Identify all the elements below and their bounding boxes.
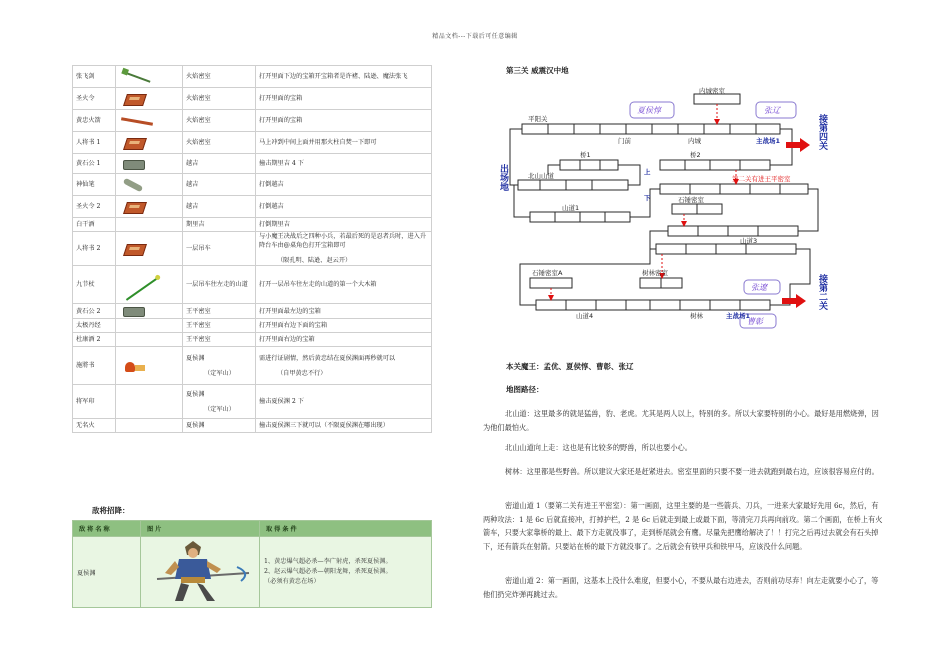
fire-icon bbox=[119, 359, 153, 373]
description-text: 打开里面下边的宝箱开宝箱者是许褚、陆逊、魔法张飞 bbox=[259, 73, 408, 80]
item-image bbox=[116, 132, 183, 154]
label-up: 上 bbox=[644, 168, 651, 176]
item-image bbox=[116, 266, 183, 304]
table-row bbox=[73, 333, 432, 347]
item-image bbox=[116, 88, 183, 110]
location-text: 越吉 bbox=[186, 203, 199, 210]
location-text: 夏侯渊 bbox=[186, 422, 205, 429]
condition-line: （必须有黄忠在场） bbox=[264, 578, 320, 585]
item-name: 圣火令 2 bbox=[73, 196, 116, 218]
location-text: 王平密室 bbox=[186, 336, 211, 343]
description-text: 打倒期里吉 bbox=[259, 221, 290, 228]
item-location bbox=[183, 304, 256, 319]
table-row bbox=[73, 88, 432, 110]
label-beishan: 北山山道 bbox=[528, 172, 554, 180]
item-image bbox=[116, 110, 183, 132]
description-text: 马上冲到中间上面并用那火柱自焚一下即可 bbox=[259, 139, 377, 146]
label-shanshi: 石锤密室 bbox=[678, 196, 704, 204]
location-text: 一层吊车 bbox=[186, 245, 211, 252]
label-shichui-a: 石锤密室A bbox=[532, 269, 563, 277]
item-name: 杜康酒 2 bbox=[73, 333, 116, 347]
bubble-zhangyi: 张遼 bbox=[751, 283, 767, 292]
scroll-icon bbox=[119, 92, 153, 106]
table-row bbox=[73, 266, 432, 304]
item-image bbox=[116, 154, 183, 174]
item-location bbox=[183, 154, 256, 174]
item-name: 人将书 2 bbox=[73, 232, 116, 266]
label-bridge2: 桥2 bbox=[690, 151, 701, 159]
item-name: 黄石公 1 bbox=[73, 154, 116, 174]
item-name: 太极丹经 bbox=[73, 319, 116, 333]
item-location bbox=[183, 218, 256, 232]
book-icon bbox=[119, 136, 153, 150]
item-image bbox=[116, 319, 183, 333]
route-paragraph: 北山山道向上走：这也是有比较多的野兽，所以也要小心。 bbox=[505, 443, 692, 452]
item-image bbox=[116, 333, 183, 347]
table-row bbox=[73, 537, 432, 608]
label-second-room: 第二关有进王平密室 bbox=[732, 175, 791, 183]
item-image bbox=[116, 232, 183, 266]
item-image bbox=[116, 419, 183, 433]
label-main-room-1: 主战场1 bbox=[756, 137, 781, 145]
item-location bbox=[183, 232, 256, 266]
condition-line: 1、黄忠爆气超必杀—李广射虎，杀死夏侯渊。 bbox=[264, 558, 392, 565]
item-image bbox=[116, 347, 183, 385]
item-name: 张飞剑 bbox=[73, 66, 116, 88]
description-note: （限孔明、陆逊、赵云开） bbox=[277, 257, 352, 264]
route-paragraph: 树林：这里都是些野兽。所以建议大家还是赶紧进去。密室里面的只要不要一进去就跑到最右边，应该很容易应付的。 bbox=[505, 467, 879, 476]
table-row bbox=[73, 154, 432, 174]
item-image bbox=[116, 66, 183, 88]
item-description bbox=[256, 66, 432, 88]
item-description bbox=[256, 218, 432, 232]
location-text: 期里吉 bbox=[186, 221, 205, 228]
items-table bbox=[72, 65, 432, 433]
item-name: 九节杖 bbox=[73, 266, 116, 304]
route-paragraph: 密道山道 1（要第二关有进王平密室）：第一画面，这里主要的是一些箭兵、刀兵，一进来大家最好先用 6c，然后，有两种攻法：1 是 6c 后就直接冲，打掉护栏，2 是 6c 后就走到最上或最下面，等清完刀兵再向前攻。第二个画面，在桥上有火箭车，只要大家靠桥的最上、最下方走就没事了，走到桥尾就会有鹰。尽量先把鹰给解决了！！打完之后再过去就会有石头掉下，还有箭兵在射箭。只要站在桥的最下方就没事了。之后就会有铁甲兵和铁甲马，应该没什么问题。 bbox=[483, 501, 883, 551]
fire-arrow-icon bbox=[119, 114, 153, 128]
table-row bbox=[73, 66, 432, 88]
table-row bbox=[73, 218, 432, 232]
location-text: 火焰密室 bbox=[186, 95, 211, 102]
item-name: 人将书 1 bbox=[73, 132, 116, 154]
description-note: （自甲黄忠不行） bbox=[277, 369, 327, 377]
label-neicheng: 内城 bbox=[688, 137, 701, 145]
location-note: （定军山） bbox=[204, 369, 235, 377]
item-description bbox=[256, 333, 432, 347]
location-text: 火焰密室 bbox=[186, 139, 211, 146]
location-text: 火焰密室 bbox=[186, 73, 211, 80]
label-mountain3: 山道3 bbox=[740, 237, 758, 245]
item-location bbox=[183, 174, 256, 196]
label-next-stage-2: 接第二关 bbox=[817, 274, 827, 310]
location-text: 夏侯渊 bbox=[186, 390, 205, 398]
enemy-header-condition: 取得条件 bbox=[260, 521, 432, 537]
item-location bbox=[183, 347, 256, 385]
boss-list: 本关魔王：孟优、夏侯惇、曹彰、张辽 bbox=[506, 362, 634, 371]
item-location bbox=[183, 66, 256, 88]
warrior-sprite-icon bbox=[145, 539, 255, 605]
item-description bbox=[256, 347, 432, 385]
table-row bbox=[73, 232, 432, 266]
stage-map-diagram bbox=[500, 84, 830, 334]
item-name: 将军印 bbox=[73, 385, 116, 419]
brush-icon bbox=[119, 178, 153, 192]
description-text: 撞击期里吉 4 下 bbox=[259, 160, 304, 167]
item-description bbox=[256, 174, 432, 196]
label-shulin-room: 树林密室 bbox=[642, 269, 668, 277]
item-name: 施將书 bbox=[73, 347, 116, 385]
item-name: 黄忠火箭 bbox=[73, 110, 116, 132]
item-description bbox=[256, 266, 432, 304]
location-text: 火焰密室 bbox=[186, 117, 211, 124]
route-title: 地图路径： bbox=[506, 385, 544, 394]
description-text: 打倒越吉 bbox=[259, 203, 284, 210]
description-text: 打开里面最左边的宝箱 bbox=[259, 307, 321, 315]
table-row bbox=[73, 174, 432, 196]
description-text: 需进行证剧情，然后黄忠结在夏侯渊面再秒就可以 bbox=[259, 354, 396, 362]
description-text: 打开里面右边的宝箱 bbox=[259, 336, 315, 343]
page-header: 精品文档---下载后可任意编辑 bbox=[432, 33, 518, 40]
item-name: 黄石公 2 bbox=[73, 304, 116, 319]
item-location bbox=[183, 132, 256, 154]
description-text: 打开里面右边下面的宝箱 bbox=[259, 322, 328, 329]
enemy-table bbox=[72, 520, 432, 608]
item-description bbox=[256, 304, 432, 319]
location-note: （定军山） bbox=[204, 405, 235, 413]
item-description bbox=[256, 385, 432, 419]
table-row bbox=[73, 132, 432, 154]
table-row bbox=[73, 304, 432, 319]
item-description bbox=[256, 319, 432, 333]
description-text: 打开里面的宝箱 bbox=[259, 95, 303, 102]
silver-ingot-icon bbox=[119, 157, 153, 171]
enemy-header-name: 敌将名称 bbox=[73, 521, 141, 537]
label-top-room: 内城密室 bbox=[699, 87, 725, 95]
description-text: 打倒越吉 bbox=[259, 181, 284, 188]
item-name: 无名火 bbox=[73, 419, 116, 433]
description-text: 撞击夏侯渊 2 下 bbox=[259, 398, 304, 405]
route-paragraph: 北山道：这里最多的就是猛兽，豹、老虎。尤其是两人以上，特别的多。所以大家要特别的小心。最好是用燃烧弹，因为他们最怕火。 bbox=[483, 409, 879, 432]
item-image bbox=[116, 196, 183, 218]
item-description bbox=[256, 232, 432, 266]
route-paragraph: 密道山道 2：第一画面，这基本上没什么难度，但要小心，不要从最右边进去，否则前功尽弃！向左走就要小心了，等他们扔完炸弹再跳过去。 bbox=[483, 576, 879, 599]
item-name: 圣火令 bbox=[73, 88, 116, 110]
item-description bbox=[256, 110, 432, 132]
item-description bbox=[256, 196, 432, 218]
silver-ingot-icon bbox=[119, 304, 153, 318]
location-text: 越吉 bbox=[186, 160, 199, 167]
location-text: 越吉 bbox=[186, 181, 199, 188]
item-description bbox=[256, 88, 432, 110]
item-location bbox=[183, 419, 256, 433]
enemy-section-title: 敌将招降： bbox=[92, 506, 130, 515]
bubble-xiahoudun: 夏侯惇 bbox=[637, 106, 661, 115]
item-description bbox=[256, 419, 432, 433]
book-icon bbox=[119, 242, 153, 256]
description-text: 与小魔王决战后之四种小兵，若最后死的是忍者兵时，进入升降台车由@桌角色打开宝箱即可 bbox=[259, 233, 427, 249]
location-text: 夏侯渊 bbox=[186, 354, 205, 362]
item-location bbox=[183, 266, 256, 304]
label-menqian: 门前 bbox=[618, 137, 631, 145]
enemy-conditions bbox=[260, 537, 432, 608]
table-row bbox=[73, 385, 432, 419]
item-description bbox=[256, 132, 432, 154]
item-image bbox=[116, 385, 183, 419]
table-row bbox=[73, 419, 432, 433]
location-text: 王平密室 bbox=[186, 322, 211, 329]
label-main-room-2: 主战场1 bbox=[726, 312, 751, 320]
item-description bbox=[256, 154, 432, 174]
item-name: 白干酒 bbox=[73, 218, 116, 232]
location-text: 一层吊车往左走的山道 bbox=[186, 281, 248, 288]
table-row bbox=[73, 110, 432, 132]
item-location bbox=[183, 88, 256, 110]
item-name: 神仙笔 bbox=[73, 174, 116, 196]
stage-title: 第三关 威震汉中地 bbox=[506, 66, 569, 75]
scroll-icon bbox=[119, 200, 153, 214]
item-location bbox=[183, 110, 256, 132]
item-image bbox=[116, 174, 183, 196]
bubble-zhangliao: 张辽 bbox=[764, 106, 780, 115]
enemy-name: 夏侯渊 bbox=[73, 537, 141, 608]
label-bridge1: 桥1 bbox=[580, 151, 591, 159]
table-row bbox=[73, 319, 432, 333]
label-mountain4: 山道4 bbox=[576, 312, 594, 320]
label-start: 出场地 bbox=[498, 164, 508, 191]
description-text: 撞击夏侯渊三下就可以（不限夏侯渊在哪出现） bbox=[259, 422, 389, 429]
label-next-stage-4: 接第四关 bbox=[817, 114, 827, 150]
label-down: 下 bbox=[644, 194, 651, 202]
enemy-header-image: 图片 bbox=[141, 521, 260, 537]
label-pingyangguan: 平阳关 bbox=[528, 115, 548, 123]
label-mountain1: 山道1 bbox=[562, 204, 580, 212]
bubble-caozhang: 曹彰 bbox=[747, 317, 763, 326]
description-text: 打开一层吊车往左走的山道的第一个大木箱 bbox=[259, 281, 377, 288]
label-shulin: 树林 bbox=[690, 312, 703, 320]
condition-line: 2、赵云爆气超必杀—朝阳龙舞，杀死夏侯渊。 bbox=[264, 568, 392, 575]
enemy-image bbox=[141, 537, 260, 608]
table-row bbox=[73, 347, 432, 385]
item-location bbox=[183, 385, 256, 419]
item-image bbox=[116, 218, 183, 232]
sword-icon bbox=[119, 70, 153, 84]
table-row bbox=[73, 196, 432, 218]
item-location bbox=[183, 319, 256, 333]
item-location bbox=[183, 333, 256, 347]
location-text: 王平密室 bbox=[186, 307, 211, 315]
staff-icon bbox=[119, 278, 153, 292]
description-text: 打开里面的宝箱 bbox=[259, 117, 303, 124]
item-location bbox=[183, 196, 256, 218]
item-image bbox=[116, 304, 183, 319]
